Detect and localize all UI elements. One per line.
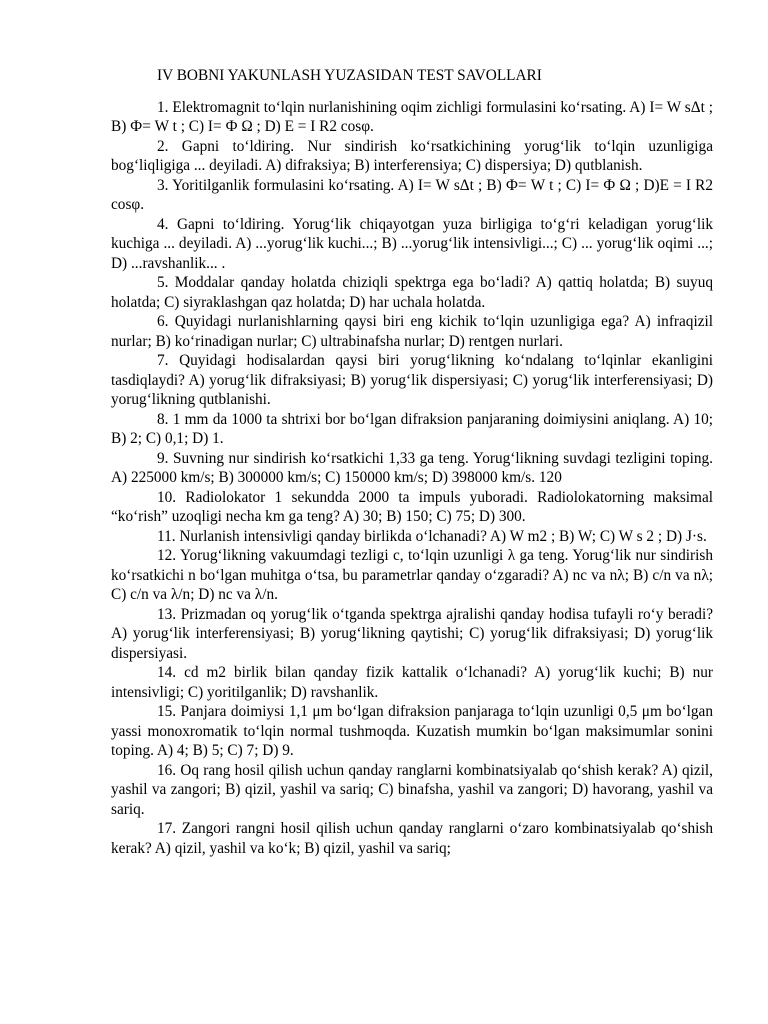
question-1: 1. Elektromagnit to‘lqin nurlanishining oqim zichligi formulasini ko‘rsating. A) I= W sΔt ; B) Ф= W t ; C) I= Ф Ω ; D) E = I R2 cosφ. xyxy=(111,98,713,135)
question-7: 7. Quyidagi hodisalardan qaysi biri yorug‘likning ko‘ndalang to‘lqinlar ekanligini tasdiqlaydi? A) yorug‘lik difraksiyasi; B) yorug‘lik dispersiyasi; C) yorug‘lik interferensiyasi; D) yorug‘likning qutblanishi. xyxy=(111,352,713,408)
question-5: 5. Moddalar qanday holatda chiziqli spektrga ega bo‘ladi? A) qattiq holatda; B) suyuq holatda; C) siyraklashgan qaz holatda; D) har uchala holatda. xyxy=(111,274,713,311)
question-8: 8. 1 mm da 1000 ta shtrixi bor bo‘lgan difraksion panjaraning doimiysini aniqlang. A) 10; B) 2; C) 0,1; D) 1. xyxy=(111,410,713,447)
question-6: 6. Quyidagi nurlanishlarning qaysi biri eng kichik to‘lqin uzunligiga ega? A) infraqizil nurlar; B) ko‘rinadigan nurlar; C) ultrabinafsha nurlar; D) rentgen nurlari. xyxy=(111,313,713,350)
question-4: 4. Gapni to‘ldiring. Yorug‘lik chiqayotgan yuza birligiga to‘g‘ri keladigan yorug‘lik kuchiga ... deyiladi. A) ...yorug‘lik kuchi...; B) ...yorug‘lik intensivligi...; C) ... yorug‘lik oqimi ...; D) ...ravshanlik... . xyxy=(111,215,713,272)
document-page xyxy=(111,66,713,858)
question-12: 12. Yorug‘likning vakuumdagi tezligi c, to‘lqin uzunligi λ ga teng. Yorug‘lik nur sindirish ko‘rsatkichi n bo‘lgan muhitga o‘tsa, bu parametrlar qanday o‘zgaradi? A) nc va nλ; B) c/n va nλ; C) c/n va λ/n; D) nc va λ/n. xyxy=(111,547,713,603)
question-9: 9. Suvning nur sindirish ko‘rsatkichi 1,33 ga teng. Yorug‘likning suvdagi tezligini toping. A) 225000 km/s; B) 300000 km/s; C) 150000 km/s; D) 398000 km/s. 120 xyxy=(111,449,713,486)
question-14: 14. cd m2 birlik bilan qanday fizik kattalik o‘lchanadi? A) yorug‘lik kuchi; B) nur intensivligi; C) yoritilganlik; D) ravshanlik. xyxy=(111,664,713,701)
question-10: 10. Radiolokator 1 sekundda 2000 ta impuls yuboradi. Radiolokatorning maksimal “ko‘rish” uzoqligi necha km ga teng? A) 30; B) 150; C) 75; D) 300. xyxy=(111,488,713,525)
question-16: 16. Oq rang hosil qilish uchun qanday ranglarni kombinatsiyalab qo‘shish kerak? A) qizil, yashil va zangori; B) qizil, yashil va sariq; C) binafsha, yashil va zangori; D) havorang, yashil va sariq. xyxy=(111,761,713,818)
question-2: 2. Gapni to‘ldiring. Nur sindirish ko‘rsatkichining yorug‘lik to‘lqin uzunligiga bog‘liqligiga ... deyiladi. A) difraksiya; B) interferensiya; C) dispersiya; D) qutblanish. xyxy=(111,137,713,174)
question-3: 3. Yoritilganlik formulasini ko‘rsating. A) I= W sΔt ; B) Ф= W t ; C) I= Ф Ω ; D)E = I R2 cosφ. xyxy=(111,176,713,213)
question-list xyxy=(111,98,713,859)
question-17: 17. Zangori rangni hosil qilish uchun qanday ranglarni o‘zaro kombinatsiyalab qo‘shish kerak? A) qizil, yashil va ko‘k; B) qizil, yashil va sariq; xyxy=(111,820,713,857)
question-15: 15. Panjara doimiysi 1,1 μm bo‘lgan difraksion panjaraga to‘lqin uzunligi 0,5 μm bo‘lgan yassi monoxromatik to‘lqin normal tushmoqda. Kuzatish mumkin bo‘lgan maksimumlar sonini toping. A) 4; B) 5; C) 7; D) 9. xyxy=(111,703,713,759)
page-title: IV BOBNI YAKUNLASH YUZASIDAN TEST SAVOLLARI xyxy=(157,67,542,84)
question-11: 11. Nurlanish intensivligi qanday birlikda o‘lchanadi? A) W m2 ; B) W; C) W s 2 ; D) J·s. xyxy=(157,527,707,545)
question-13: 13. Prizmadan oq yorug‘lik o‘tganda spektrga ajralishi qanday hodisa tufayli ro‘y beradi? A) yorug‘lik interferensiyasi; B) yorug‘likning qaytishi; C) yorug‘lik difraksiyasi; D) yorug‘lik dispersiyasi. xyxy=(111,605,713,662)
